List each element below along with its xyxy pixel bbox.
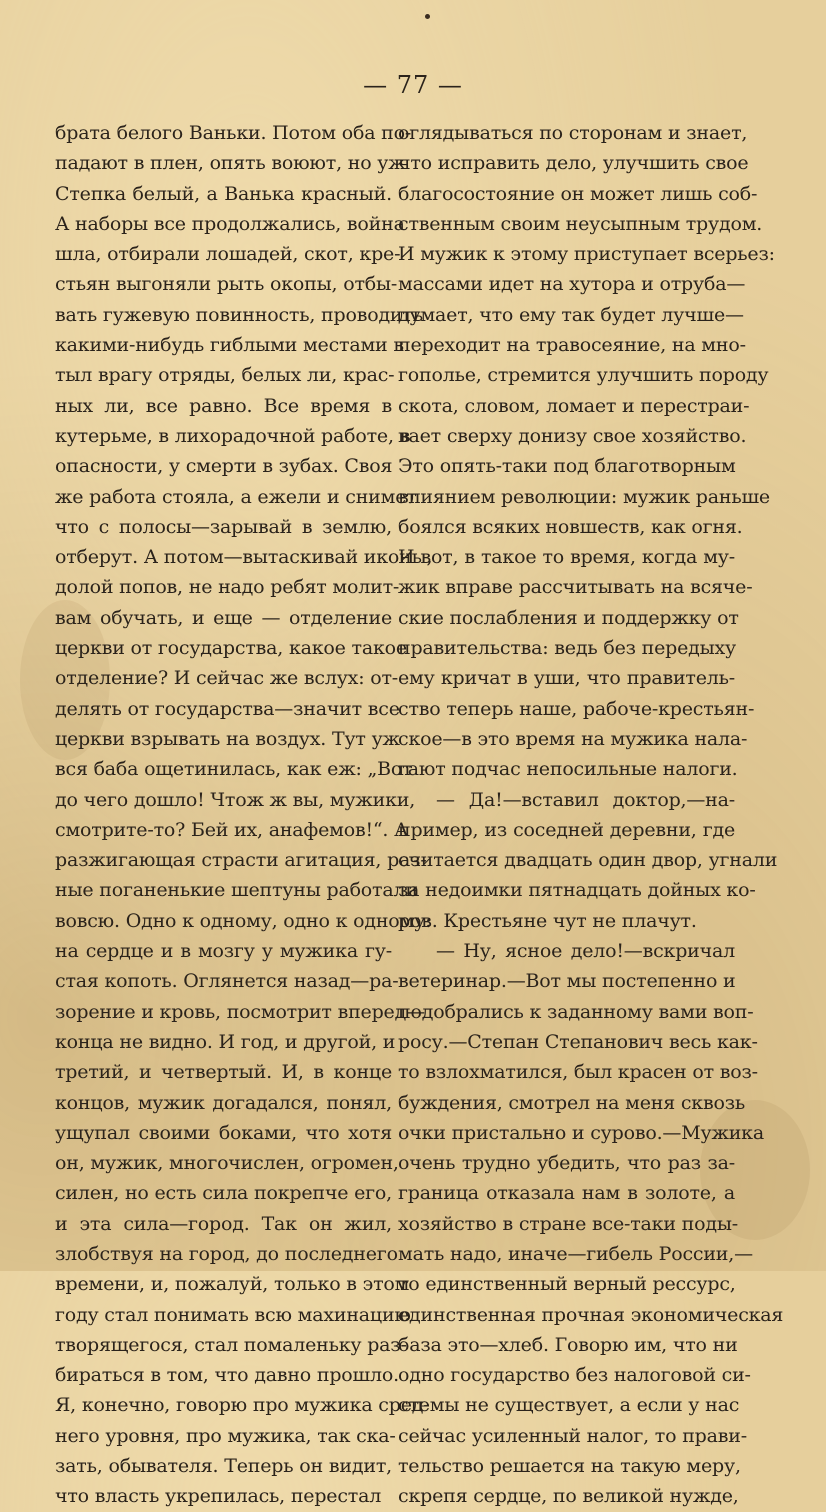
- text-line: Я, конечно, говорю про мужика сред-: [55, 1394, 430, 1417]
- text-line: времени, и, пожалуй, только в этом: [55, 1273, 410, 1296]
- text-line: И мужик к этому приступает всерьез:: [398, 243, 775, 266]
- text-line: за недоимки пятнадцать дойных ко-: [398, 879, 756, 902]
- text-line: хозяйство в стране все-таки поды-: [398, 1212, 738, 1235]
- text-line: скрепя сердце, по великой нужде,: [398, 1485, 739, 1508]
- text-line: то единственный верный рессурс,: [398, 1273, 736, 1296]
- text-line: Степка белый, а Ванька красный.: [55, 182, 392, 205]
- text-line: вает сверху донизу свое хозяйство.: [398, 424, 747, 447]
- text-line: и эта сила—город. Так он жил,: [55, 1212, 392, 1235]
- text-line: силен, но есть сила покрепче его,: [55, 1182, 392, 1205]
- text-line: стемы не существует, а если у нас: [398, 1394, 740, 1417]
- text-line: разжигающая страсти агитация, раз-: [55, 849, 427, 872]
- text-line: стьян выгоняли рыть окопы, отбы-: [55, 273, 398, 296]
- text-line: думает, что ему так будет лучше—: [398, 303, 744, 326]
- text-line: — Да!—вставил доктор,—на-: [436, 788, 735, 811]
- text-line: ные поганенькие шептуны работали: [55, 879, 418, 902]
- text-line: же работа стояла, а ежели и снимет: [55, 485, 417, 508]
- ink-dot: [425, 14, 430, 19]
- text-line: Это опять-таки под благотворным: [398, 455, 736, 478]
- text-line: А наборы все продолжались, война: [55, 212, 405, 235]
- text-line: творящегося, стал помаленьку раз-: [55, 1333, 407, 1356]
- text-line: отделение? И сейчас же вслух: от-: [55, 667, 399, 690]
- text-line: долой попов, не надо ребят молит-: [55, 576, 400, 599]
- text-line: боялся всяких новшеств, как огня.: [398, 515, 743, 538]
- text-line: ские послабления и поддержку от: [398, 606, 739, 629]
- text-line: какими-нибудь гиблыми местами в: [55, 334, 404, 357]
- text-line: одно государство без налоговой си-: [398, 1364, 751, 1387]
- text-line: ных ли, все равно. Все время в: [55, 394, 392, 417]
- text-line: ущупал своими боками, что хотя: [55, 1121, 392, 1144]
- text-line: ство теперь наше, рабоче-крестьян-: [398, 697, 755, 720]
- text-line: правительства: ведь без передыху: [398, 637, 737, 660]
- text-line: смотрите-то? Бей их, анафемов!“. А: [55, 818, 409, 841]
- text-line: буждения, смотрел на меня сквозь: [398, 1091, 746, 1114]
- text-line: очки пристально и сурово.—Мужика: [398, 1121, 764, 1144]
- text-line: тельство решается на такую меру,: [398, 1455, 741, 1478]
- text-line: росу.—Степан Степанович весь как-: [398, 1030, 758, 1053]
- text-line: единственная прочная экономическая: [398, 1303, 784, 1326]
- text-line: база это—хлеб. Говорю им, что ни: [398, 1333, 738, 1356]
- text-line: гополье, стремится улучшить породу: [398, 364, 769, 387]
- text-line: делять от государства—значит все: [55, 697, 400, 720]
- text-line: что с полосы—зарывай в землю,: [55, 515, 392, 538]
- text-line: очень трудно убедить, что раз за-: [398, 1152, 735, 1175]
- text-line: вся баба ощетинилась, как еж: „Вот: [55, 758, 413, 781]
- text-line: скота, словом, ломает и перестраи-: [398, 394, 750, 417]
- text-line: пример, из соседней деревни, где: [398, 818, 735, 841]
- text-line: церкви от государства, какое такое: [55, 637, 407, 660]
- text-line: влиянием революции: мужик раньше: [398, 485, 770, 508]
- text-line: конца не видно. И год, и другой, и: [55, 1030, 396, 1053]
- text-line: переходит на травосеяние, на мно-: [398, 334, 746, 357]
- text-line: шла, отбирали лошадей, скот, кре-: [55, 243, 401, 266]
- text-line: массами идет на хутора и отруба—: [398, 273, 746, 296]
- text-line: концов, мужик догадался, понял,: [55, 1091, 392, 1114]
- text-line: гают подчас непосильные налоги.: [398, 758, 738, 781]
- text-line: вам обучать, и еще — отделение: [55, 606, 392, 629]
- text-line: ров. Крестьяне чут не плачут.: [398, 909, 697, 932]
- text-line: оглядываться по сторонам и знает,: [398, 122, 748, 144]
- text-line: вать гужевую повинность, проводить: [55, 303, 423, 326]
- text-line: сейчас усиленный налог, то прави-: [398, 1424, 747, 1447]
- text-line: на сердце и в мозгу у мужика гу-: [55, 940, 392, 963]
- text-line: третий, и четвертый. И, в конце: [55, 1061, 392, 1084]
- text-line: что исправить дело, улучшить свое: [398, 152, 749, 175]
- text-line: ское—в это время на мужика нала-: [398, 727, 748, 750]
- text-line: мать надо, иначе—гибель России,—: [398, 1242, 753, 1265]
- text-line: считается двадцать один двор, угнали: [398, 849, 778, 872]
- text-line: брата белого Ваньки. Потом оба по-: [55, 122, 412, 144]
- text-line: то взлохматился, был красен от воз-: [398, 1061, 758, 1084]
- text-line: бираться в том, что давно прошло.: [55, 1364, 399, 1387]
- text-line: церкви взрывать на воздух. Тут уж: [55, 727, 400, 750]
- text-line: ветеринар.—Вот мы постепенно и: [398, 970, 736, 993]
- text-line: вовсю. Одно к одному, одно к одному:: [55, 909, 432, 932]
- text-line: стая копоть. Оглянется назад—ра-: [55, 970, 399, 993]
- text-line: тыл врагу отряды, белых ли, крас-: [55, 364, 395, 387]
- text-line: подобрались к заданному вами воп-: [398, 1000, 754, 1023]
- text-line: он, мужик, многочислен, огромен,: [55, 1152, 399, 1175]
- text-line: — Ну, ясное дело!—вскричал: [436, 940, 735, 963]
- text-line: до чего дошло! Чтож ж вы, мужики,: [55, 788, 416, 811]
- text-line: ственным своим неусыпным трудом.: [398, 212, 763, 235]
- text-line: зать, обывателя. Теперь он видит,: [55, 1455, 392, 1478]
- text-line: злобствуя на город, до последнего: [55, 1242, 398, 1265]
- text-line: граница отказала нам в золоте, а: [398, 1182, 735, 1205]
- text-line: благосостояние он может лишь соб-: [398, 182, 758, 205]
- text-line: отберут. А потом—вытаскивай иконы,: [55, 546, 433, 569]
- text-line: году стал понимать всю махинацию: [55, 1303, 411, 1326]
- text-line: И вот, в такое то время, когда му-: [398, 546, 735, 569]
- text-line: опасности, у смерти в зубах. Своя: [55, 455, 393, 478]
- text-line: падают в плен, опять воюют, но уж: [55, 152, 406, 175]
- right-text-column: [398, 118, 784, 1512]
- text-line: жик вправе рассчитывать на всяче-: [398, 576, 753, 599]
- text-line: него уровня, про мужика, так ска-: [55, 1424, 396, 1447]
- text-line: кутерьме, в лихорадочной работе, в: [55, 424, 411, 447]
- page-number: — 77 —: [363, 71, 463, 99]
- text-line: ему кричат в уши, что правитель-: [398, 667, 735, 690]
- left-text-column: [55, 118, 433, 1512]
- text-line: зорение и кровь, посмотрит вперед—: [55, 1000, 425, 1023]
- text-line: что власть укрепилась, перестал: [55, 1485, 382, 1508]
